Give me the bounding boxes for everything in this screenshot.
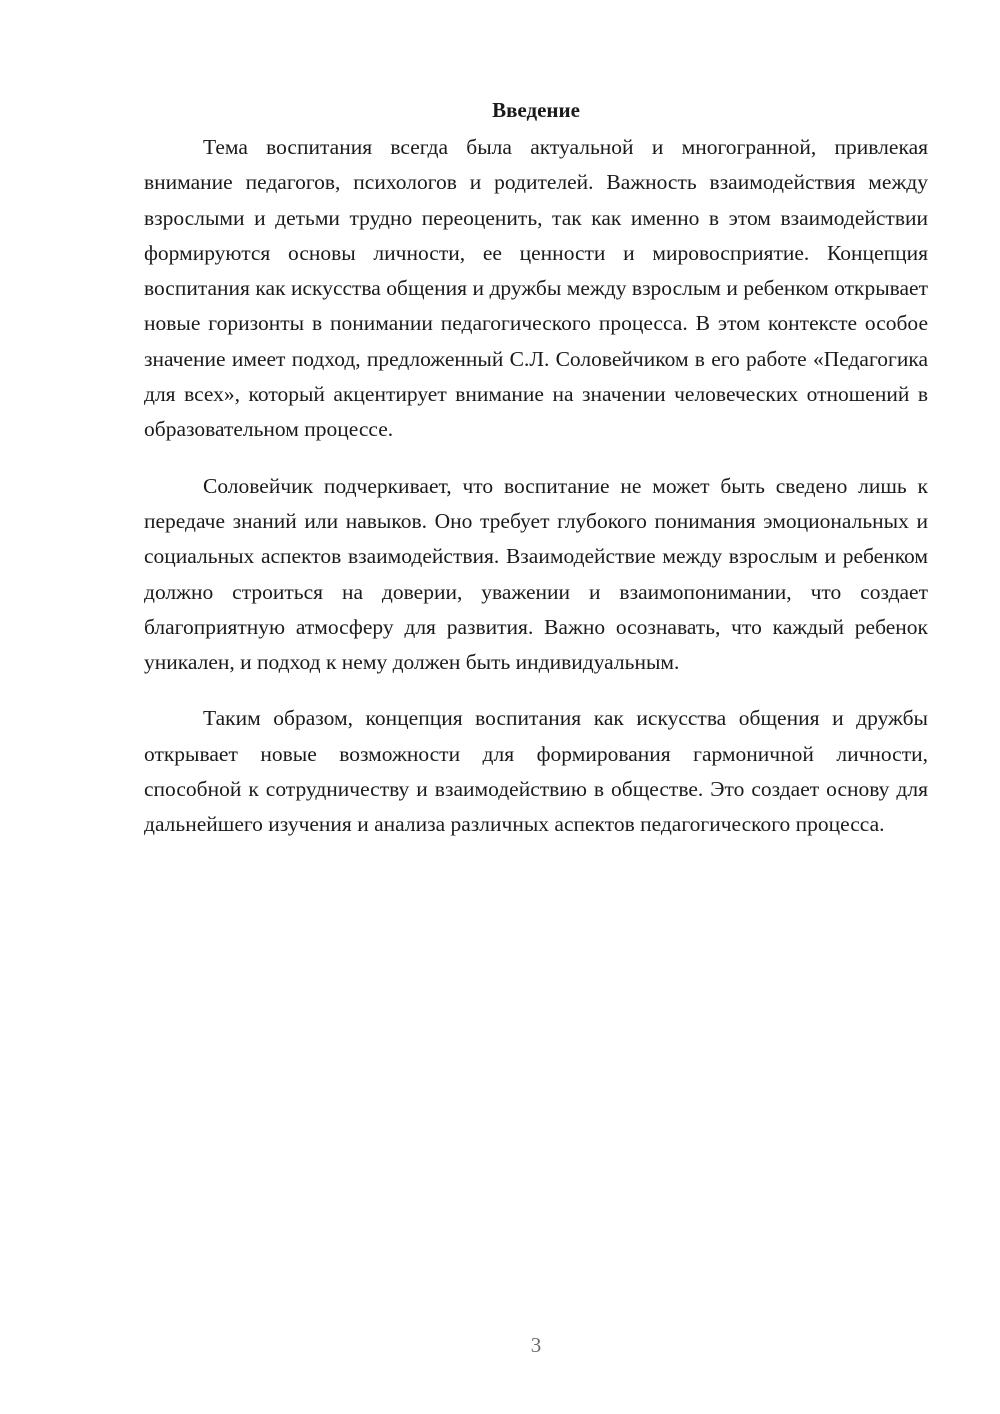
page-number: 3 bbox=[530, 1333, 542, 1357]
paragraph-2: Соловейчик подчеркивает, что воспитание не может быть сведено лишь к передаче знаний или навыков. Оно требует глубокого понимания эмоциональных и социальных аспектов взаимодействия. Взаимодействие между взрослым и ребенком должно строиться на доверии, уважении и взаимопонимании, что создает благоприятную атмосферу для развития. Важно осознавать, что каждый ребенок уникален, и подход к нему должен быть индивидуальным. bbox=[144, 473, 928, 675]
paragraph-1: Тема воспитания всегда была актуальной и многогранной, привлекая внимание педагогов, психологов и родителей. Важность взаимодействия между взрослыми и детьми трудно переоценить, так как именно в этом взаимодействии формируются основы личности, ее ценности и мировосприятие. Концепция воспитания как искусства общения и дружбы между взрослым и ребенком открывает новые горизонты в понимании педагогического процесса. В этом контексте особое значение имеет подход, предложенный С.Л. Соловейчиком в его работе «Педагогика для всех», который акцентирует внимание на значении человеческих отношений в образовательном процессе. bbox=[144, 135, 928, 442]
paragraph-3: Таким образом, концепция воспитания как искусства общения и дружбы открывает новые возможности для формирования гармоничной личности, способной к сотрудничеству и взаимодействию в обществе. Это создает основу для дальнейшего изучения и анализа различных аспектов педагогического процесса. bbox=[144, 706, 928, 837]
page-content bbox=[144, 92, 928, 864]
section-heading: Введение bbox=[492, 98, 580, 122]
